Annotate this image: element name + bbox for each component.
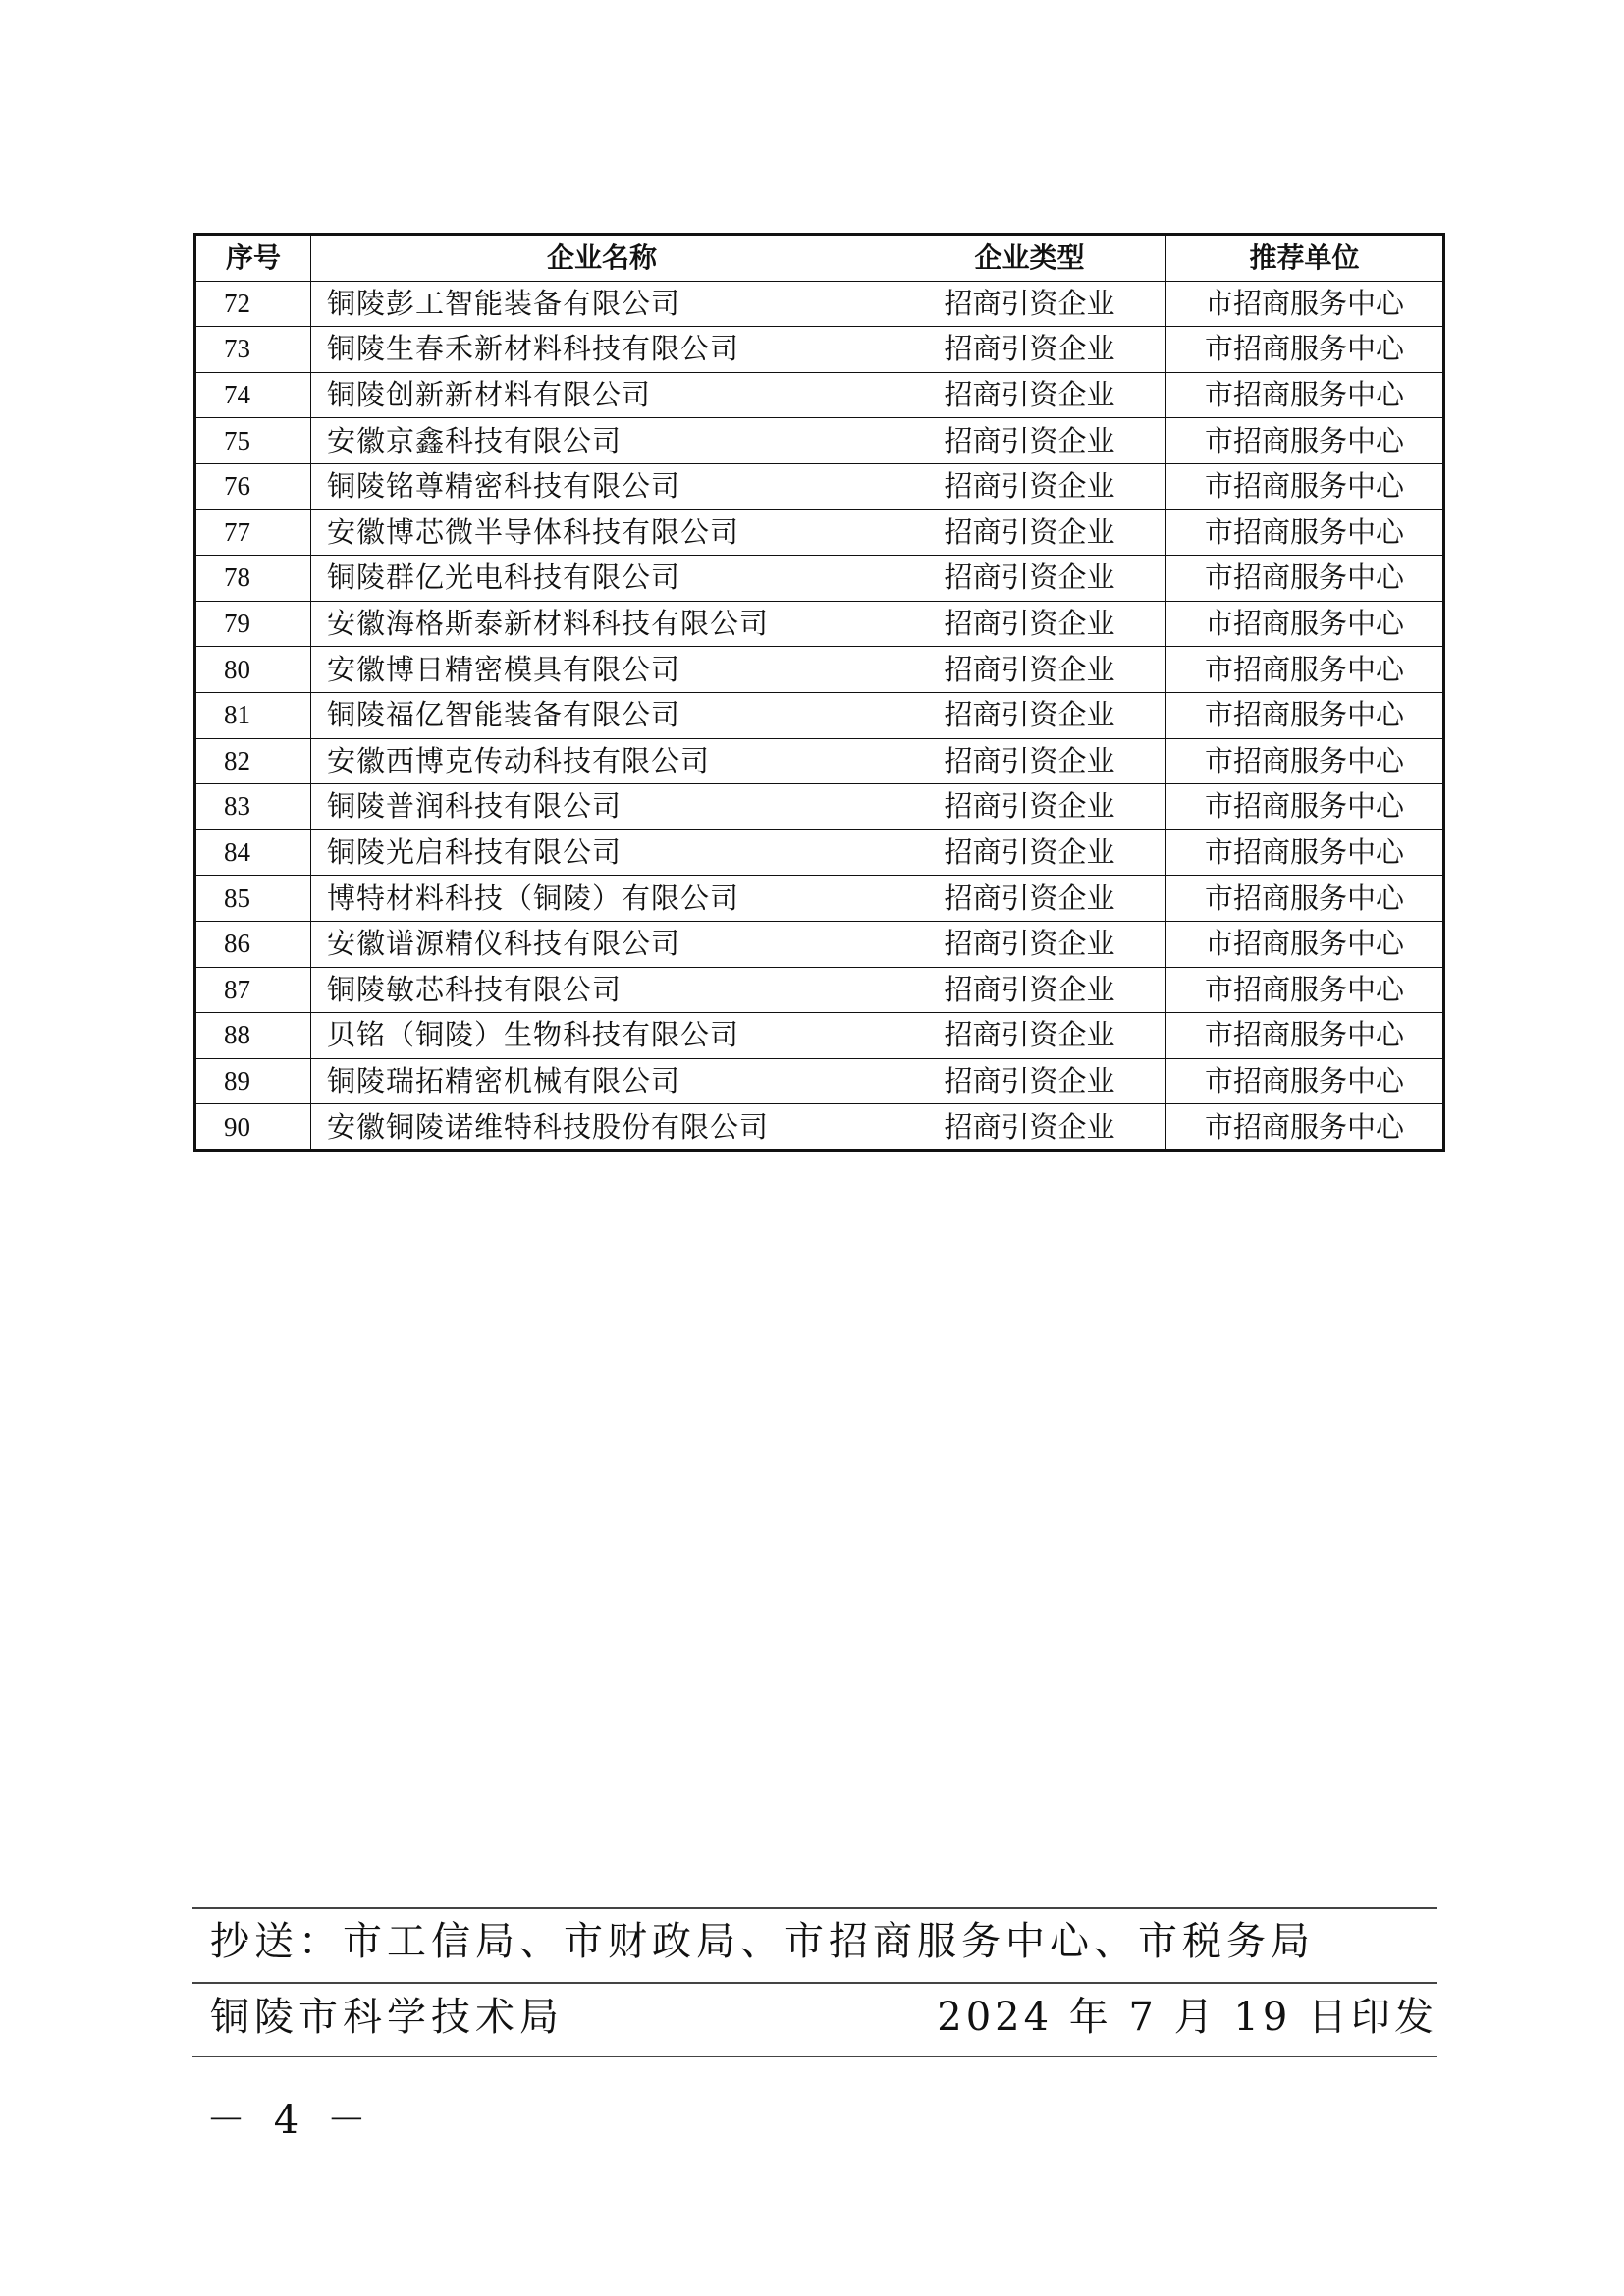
table-row [195, 784, 1444, 830]
row-company-type: 招商引资企业 [893, 784, 1166, 830]
footer-divider-top [192, 1907, 1437, 1909]
row-company-type: 招商引资企业 [893, 601, 1166, 647]
table-body [195, 281, 1444, 1150]
row-company-name: 贝铭（铜陵）生物科技有限公司 [311, 1013, 893, 1059]
table-row [195, 1058, 1444, 1104]
footer-divider-bottom [192, 2056, 1437, 2057]
row-company-name: 安徽谱源精仪科技有限公司 [311, 921, 893, 967]
table-row [195, 463, 1444, 509]
row-serial-number: 84 [195, 829, 311, 876]
row-recommending-unit: 市招商服务中心 [1166, 327, 1444, 373]
row-recommending-unit: 市招商服务中心 [1166, 418, 1444, 464]
row-serial-number: 90 [195, 1104, 311, 1151]
row-company-type: 招商引资企业 [893, 829, 1166, 876]
row-serial-number: 79 [195, 601, 311, 647]
row-serial-number: 78 [195, 556, 311, 602]
header-company-name: 企业名称 [311, 235, 893, 282]
row-company-type: 招商引资企业 [893, 1104, 1166, 1151]
row-recommending-unit: 市招商服务中心 [1166, 784, 1444, 830]
table-row [195, 601, 1444, 647]
row-recommending-unit: 市招商服务中心 [1166, 738, 1444, 784]
row-company-type: 招商引资企业 [893, 281, 1166, 327]
row-recommending-unit: 市招商服务中心 [1166, 463, 1444, 509]
row-company-name: 铜陵敏芯科技有限公司 [311, 967, 893, 1013]
row-recommending-unit: 市招商服务中心 [1166, 647, 1444, 693]
row-serial-number: 76 [195, 463, 311, 509]
row-company-type: 招商引资企业 [893, 1013, 1166, 1059]
footer-divider-middle [192, 1982, 1437, 1984]
row-company-name: 铜陵彭工智能装备有限公司 [311, 281, 893, 327]
row-company-type: 招商引资企业 [893, 327, 1166, 373]
row-company-type: 招商引资企业 [893, 463, 1166, 509]
table-row [195, 692, 1444, 738]
table-row [195, 327, 1444, 373]
row-company-name: 铜陵群亿光电科技有限公司 [311, 556, 893, 602]
row-serial-number: 74 [195, 372, 311, 418]
row-company-name: 博特材料科技（铜陵）有限公司 [311, 876, 893, 922]
row-recommending-unit: 市招商服务中心 [1166, 829, 1444, 876]
row-serial-number: 87 [195, 967, 311, 1013]
table-row [195, 509, 1444, 556]
table-row [195, 418, 1444, 464]
table-row [195, 281, 1444, 327]
header-company-type: 企业类型 [893, 235, 1166, 282]
row-recommending-unit: 市招商服务中心 [1166, 281, 1444, 327]
row-serial-number: 83 [195, 784, 311, 830]
row-company-type: 招商引资企业 [893, 921, 1166, 967]
row-company-type: 招商引资企业 [893, 509, 1166, 556]
row-recommending-unit: 市招商服务中心 [1166, 876, 1444, 922]
row-company-name: 铜陵创新新材料有限公司 [311, 372, 893, 418]
table-header-row [195, 235, 1444, 282]
row-company-type: 招商引资企业 [893, 418, 1166, 464]
row-serial-number: 85 [195, 876, 311, 922]
table-row [195, 829, 1444, 876]
row-recommending-unit: 市招商服务中心 [1166, 601, 1444, 647]
row-recommending-unit: 市招商服务中心 [1166, 556, 1444, 602]
header-serial-number: 序号 [195, 235, 311, 282]
row-recommending-unit: 市招商服务中心 [1166, 1104, 1444, 1151]
row-company-type: 招商引资企业 [893, 372, 1166, 418]
table-row [195, 556, 1444, 602]
company-table [193, 233, 1445, 1152]
row-company-name: 安徽京鑫科技有限公司 [311, 418, 893, 464]
table-row [195, 738, 1444, 784]
row-recommending-unit: 市招商服务中心 [1166, 372, 1444, 418]
row-company-name: 铜陵福亿智能装备有限公司 [311, 692, 893, 738]
row-serial-number: 73 [195, 327, 311, 373]
row-company-name: 铜陵铭尊精密科技有限公司 [311, 463, 893, 509]
row-serial-number: 72 [195, 281, 311, 327]
row-serial-number: 89 [195, 1058, 311, 1104]
row-serial-number: 77 [195, 509, 311, 556]
row-company-type: 招商引资企业 [893, 692, 1166, 738]
row-recommending-unit: 市招商服务中心 [1166, 921, 1444, 967]
issue-date: 2024 年 7 月 19 日印发 [937, 1995, 1437, 2040]
table-row [195, 876, 1444, 922]
row-company-name: 安徽博芯微半导体科技有限公司 [311, 509, 893, 556]
table-row [195, 372, 1444, 418]
row-recommending-unit: 市招商服务中心 [1166, 509, 1444, 556]
row-serial-number: 81 [195, 692, 311, 738]
row-recommending-unit: 市招商服务中心 [1166, 692, 1444, 738]
issuing-authority: 铜陵市科学技术局 [210, 1995, 564, 2040]
row-company-name: 安徽博日精密模具有限公司 [311, 647, 893, 693]
table-row [195, 967, 1444, 1013]
cc-recipients: 抄送：市工信局、市财政局、市招商服务中心、市税务局 [210, 1919, 1315, 1964]
table-row [195, 921, 1444, 967]
row-company-name: 安徽铜陵诺维特科技股份有限公司 [311, 1104, 893, 1151]
row-company-name: 安徽海格斯泰新材料科技有限公司 [311, 601, 893, 647]
header-recommending-unit: 推荐单位 [1166, 235, 1444, 282]
row-company-type: 招商引资企业 [893, 738, 1166, 784]
row-company-type: 招商引资企业 [893, 1058, 1166, 1104]
row-company-type: 招商引资企业 [893, 967, 1166, 1013]
row-company-name: 安徽西博克传动科技有限公司 [311, 738, 893, 784]
row-company-type: 招商引资企业 [893, 556, 1166, 602]
table-row [195, 1104, 1444, 1151]
row-recommending-unit: 市招商服务中心 [1166, 967, 1444, 1013]
row-serial-number: 75 [195, 418, 311, 464]
row-recommending-unit: 市招商服务中心 [1166, 1013, 1444, 1059]
page-number: － 4 － [206, 2098, 374, 2143]
row-company-name: 铜陵生春禾新材料科技有限公司 [311, 327, 893, 373]
row-company-type: 招商引资企业 [893, 876, 1166, 922]
row-company-name: 铜陵光启科技有限公司 [311, 829, 893, 876]
row-serial-number: 82 [195, 738, 311, 784]
row-serial-number: 80 [195, 647, 311, 693]
row-serial-number: 88 [195, 1013, 311, 1059]
table-row [195, 1013, 1444, 1059]
row-serial-number: 86 [195, 921, 311, 967]
row-company-name: 铜陵瑞拓精密机械有限公司 [311, 1058, 893, 1104]
table-row [195, 647, 1444, 693]
row-company-name: 铜陵普润科技有限公司 [311, 784, 893, 830]
row-company-type: 招商引资企业 [893, 647, 1166, 693]
row-recommending-unit: 市招商服务中心 [1166, 1058, 1444, 1104]
